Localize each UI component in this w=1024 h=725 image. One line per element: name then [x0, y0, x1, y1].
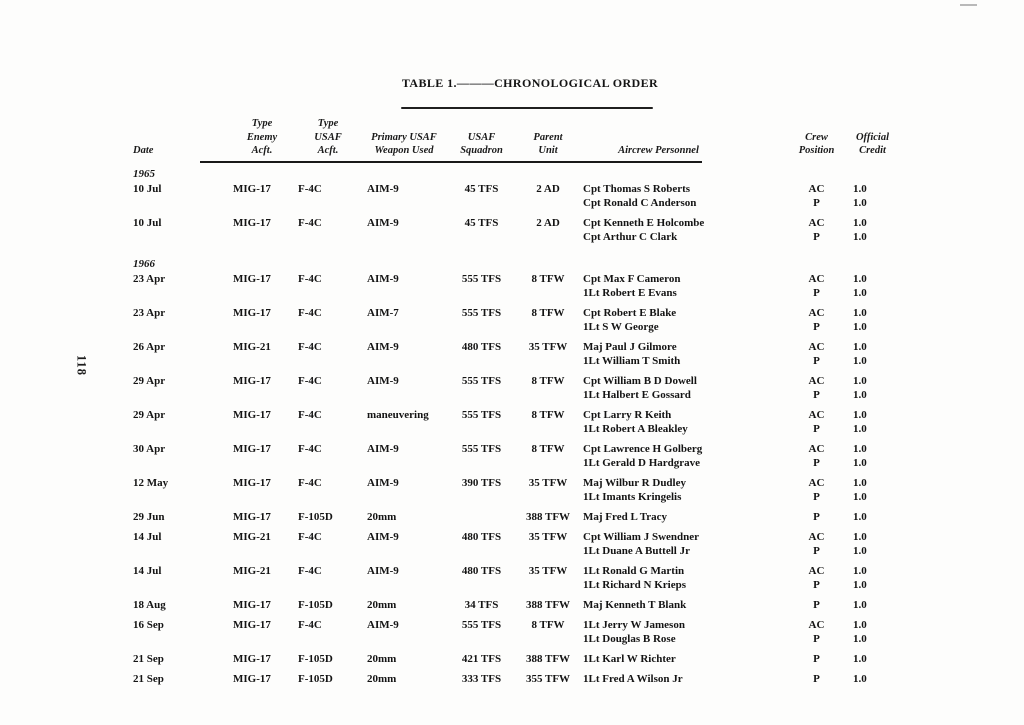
usaf-aircraft-cell: F-105D	[298, 598, 333, 611]
usaf-aircraft-cell: F-4C	[298, 408, 322, 421]
crew-name: 1Lt Gerald D Hardgrave	[583, 456, 701, 469]
squadron-cell: 34 TFS	[464, 598, 499, 611]
parent-unit-cell: 388 TFW	[525, 652, 571, 665]
table-row	[133, 374, 905, 402]
crew-position: P	[813, 456, 820, 469]
enemy-aircraft-cell: MIG-17	[233, 272, 271, 285]
date-cell: 30 Apr	[133, 442, 166, 455]
header-usaf-aircraft: Type USAF Acft.	[314, 118, 342, 156]
crew-credit: 1.0	[853, 306, 867, 319]
crew-name: 1Lt Robert A Bleakley	[583, 422, 688, 435]
enemy-aircraft-cell: MIG-17	[233, 408, 271, 421]
date-cell: 14 Jul	[133, 564, 162, 577]
date-cell: 23 Apr	[133, 272, 166, 285]
crew-name: Maj Wilbur R Dudley	[583, 476, 686, 489]
crew-credit: 1.0	[853, 652, 867, 665]
usaf-aircraft-cell: F-4C	[298, 272, 322, 285]
header-enemy-aircraft: Type Enemy Acft.	[246, 118, 278, 156]
crew-credit: 1.0	[853, 374, 867, 387]
crew-line	[581, 476, 900, 490]
crew-line	[581, 456, 900, 470]
enemy-aircraft-cell: MIG-17	[233, 476, 271, 489]
date-cell: 21 Sep	[133, 652, 164, 665]
date-cell: 29 Apr	[133, 374, 166, 387]
crew-cell	[581, 306, 900, 334]
weapon-cell: AIM-9	[367, 530, 399, 543]
table-title: TABLE 1.———CHRONOLOGICAL ORDER	[401, 76, 659, 90]
header-weapon: Primary USAF Weapon Used	[371, 131, 437, 156]
crew-name: Cpt Arthur C Clark	[583, 230, 678, 243]
crew-position: AC	[808, 374, 825, 387]
crew-credit: 1.0	[853, 354, 867, 367]
table-row	[133, 272, 905, 300]
crew-line	[581, 564, 900, 578]
crew-line	[581, 442, 900, 456]
header-parent-unit: Parent Unit	[533, 131, 563, 156]
crew-position: AC	[808, 216, 825, 229]
crew-line	[581, 510, 900, 524]
title-underline	[401, 107, 653, 109]
crew-position: P	[813, 286, 820, 299]
squadron-cell: 480 TFS	[461, 340, 502, 353]
usaf-aircraft-cell: F-4C	[298, 306, 322, 319]
enemy-aircraft-cell: MIG-17	[233, 216, 271, 229]
date-cell: 18 Aug	[133, 598, 166, 611]
crew-position: P	[813, 196, 820, 209]
squadron-cell: 555 TFS	[461, 408, 502, 421]
parent-unit-cell: 2 AD	[536, 216, 560, 229]
parent-unit-cell: 388 TFW	[525, 510, 571, 523]
enemy-aircraft-cell: MIG-21	[233, 340, 271, 353]
crew-position: AC	[808, 306, 825, 319]
parent-unit-cell: 388 TFW	[525, 598, 571, 611]
crew-credit: 1.0	[853, 182, 867, 195]
crew-credit: 1.0	[853, 456, 867, 469]
date-cell: 10 Jul	[133, 216, 162, 229]
table-row	[133, 510, 905, 524]
table-row	[133, 340, 905, 368]
crew-cell	[581, 598, 900, 612]
weapon-cell: 20mm	[367, 652, 397, 665]
crew-line	[581, 490, 900, 504]
crew-name: 1Lt William T Smith	[583, 354, 681, 367]
date-cell: 29 Apr	[133, 408, 166, 421]
crew-line	[581, 230, 900, 244]
weapon-cell: AIM-9	[367, 374, 399, 387]
table-body	[133, 167, 905, 686]
enemy-aircraft-cell: MIG-17	[233, 374, 271, 387]
weapon-cell: AIM-9	[367, 476, 399, 489]
squadron-cell: 45 TFS	[464, 216, 499, 229]
table-row	[133, 216, 905, 244]
weapon-cell: AIM-9	[367, 182, 399, 195]
table-row	[133, 564, 905, 592]
header-squadron: USAF Squadron	[460, 131, 503, 156]
date-cell: 16 Sep	[133, 618, 164, 631]
crew-credit: 1.0	[853, 632, 867, 645]
crew-name: Cpt Lawrence H Golberg	[583, 442, 703, 455]
table-row	[133, 598, 905, 612]
weapon-cell: AIM-7	[367, 306, 399, 319]
year-label: 1966	[133, 257, 155, 270]
crew-credit: 1.0	[853, 286, 867, 299]
enemy-aircraft-cell: MIG-21	[233, 564, 271, 577]
crew-cell	[581, 182, 900, 210]
crew-credit: 1.0	[853, 196, 867, 209]
crew-position: P	[813, 578, 820, 591]
crew-name: 1Lt S W George	[583, 320, 659, 333]
crew-credit: 1.0	[853, 422, 867, 435]
weapon-cell: AIM-9	[367, 216, 399, 229]
date-cell: 26 Apr	[133, 340, 166, 353]
date-cell: 29 Jun	[133, 510, 165, 523]
parent-unit-cell: 35 TFW	[528, 476, 568, 489]
crew-credit: 1.0	[853, 490, 867, 503]
crew-position: P	[813, 320, 820, 333]
crew-line	[581, 618, 900, 632]
enemy-aircraft-cell: MIG-21	[233, 530, 271, 543]
crew-name: Cpt William J Swendner	[583, 530, 700, 543]
crew-name: Cpt William B D Dowell	[583, 374, 697, 387]
crew-credit: 1.0	[853, 216, 867, 229]
crew-cell	[581, 618, 900, 646]
crew-line	[581, 306, 900, 320]
crew-position: P	[813, 632, 820, 645]
crew-credit: 1.0	[853, 442, 867, 455]
header-official-credit: Official Credit	[855, 131, 890, 156]
date-cell: 23 Apr	[133, 306, 166, 319]
crew-position: AC	[808, 272, 825, 285]
crew-cell	[581, 408, 900, 436]
crew-name: Cpt Larry R Keith	[583, 408, 672, 421]
usaf-aircraft-cell: F-4C	[298, 442, 322, 455]
squadron-cell: 555 TFS	[461, 374, 502, 387]
crew-cell	[581, 564, 900, 592]
header-date: Date	[133, 145, 154, 156]
crew-position: P	[813, 544, 820, 557]
header-crew-position: Crew Position	[798, 131, 835, 156]
crew-name: 1Lt Fred A Wilson Jr	[583, 672, 683, 685]
crew-name: Maj Fred L Tracy	[583, 510, 668, 523]
table-row	[133, 672, 905, 686]
year-label: 1965	[133, 167, 155, 180]
enemy-aircraft-cell: MIG-17	[233, 510, 271, 523]
date-cell: 14 Jul	[133, 530, 162, 543]
crew-line	[581, 422, 900, 436]
squadron-cell: 421 TFS	[461, 652, 502, 665]
crew-name: Maj Paul J Gilmore	[583, 340, 677, 353]
crew-line	[581, 544, 900, 558]
parent-unit-cell: 8 TFW	[531, 408, 565, 421]
crew-line	[581, 672, 900, 686]
crew-position: AC	[808, 340, 825, 353]
crew-line	[581, 408, 900, 422]
crew-cell	[581, 374, 900, 402]
crew-name: 1Lt Halbert E Gossard	[583, 388, 691, 401]
crew-position: P	[813, 230, 820, 243]
parent-unit-cell: 8 TFW	[531, 618, 565, 631]
enemy-aircraft-cell: MIG-17	[233, 442, 271, 455]
crew-line	[581, 354, 900, 368]
crew-credit: 1.0	[853, 230, 867, 243]
crew-position: P	[813, 490, 820, 503]
crew-credit: 1.0	[853, 510, 867, 523]
crew-line	[581, 196, 900, 210]
crew-position: P	[813, 672, 820, 685]
crew-cell	[581, 652, 900, 666]
crew-position: AC	[808, 564, 825, 577]
page-number: 118	[74, 354, 89, 377]
crew-cell	[581, 530, 900, 558]
crew-credit: 1.0	[853, 564, 867, 577]
table-row	[133, 182, 905, 210]
table-row	[133, 476, 905, 504]
crew-line	[581, 530, 900, 544]
crew-name: Maj Kenneth T Blank	[583, 598, 687, 611]
crew-credit: 1.0	[853, 672, 867, 685]
table-row	[133, 652, 905, 666]
crew-line	[581, 598, 900, 612]
crew-credit: 1.0	[853, 544, 867, 557]
date-cell: 21 Sep	[133, 672, 164, 685]
crew-line	[581, 320, 900, 334]
crew-name: Cpt Max F Cameron	[583, 272, 681, 285]
usaf-aircraft-cell: F-4C	[298, 340, 322, 353]
crew-line	[581, 340, 900, 354]
crew-position: AC	[808, 618, 825, 631]
crew-name: 1Lt Robert E Evans	[583, 286, 677, 299]
crew-name: 1Lt Richard N Krieps	[583, 578, 686, 591]
header-underline	[200, 161, 702, 163]
document-page	[133, 74, 905, 692]
squadron-cell: 555 TFS	[461, 442, 502, 455]
squadron-cell: 333 TFS	[461, 672, 502, 685]
crew-position: AC	[808, 442, 825, 455]
parent-unit-cell: 35 TFW	[528, 564, 568, 577]
crew-cell	[581, 442, 900, 470]
usaf-aircraft-cell: F-105D	[298, 652, 333, 665]
usaf-aircraft-cell: F-4C	[298, 618, 322, 631]
crew-position: P	[813, 510, 820, 523]
date-cell: 12 May	[133, 476, 169, 489]
crew-name: 1Lt Jerry W Jameson	[583, 618, 685, 631]
crew-cell	[581, 216, 900, 244]
crew-name: Cpt Robert E Blake	[583, 306, 677, 319]
crew-line	[581, 652, 900, 666]
usaf-aircraft-cell: F-4C	[298, 374, 322, 387]
enemy-aircraft-cell: MIG-17	[233, 182, 271, 195]
crew-position: AC	[808, 476, 825, 489]
table-row	[133, 442, 905, 470]
crew-position: P	[813, 388, 820, 401]
squadron-cell: 555 TFS	[461, 618, 502, 631]
parent-unit-cell: 355 TFW	[525, 672, 571, 685]
crew-name: 1Lt Ronald G Martin	[583, 564, 685, 577]
crew-line	[581, 374, 900, 388]
year-section	[133, 257, 905, 686]
table-header-row	[133, 117, 905, 158]
crew-position: P	[813, 652, 820, 665]
year-section	[133, 167, 905, 244]
crew-position: AC	[808, 182, 825, 195]
parent-unit-cell: 8 TFW	[531, 374, 565, 387]
crew-credit: 1.0	[853, 320, 867, 333]
weapon-cell: AIM-9	[367, 564, 399, 577]
header-aircrew: Aircrew Personnel	[618, 145, 699, 156]
parent-unit-cell: 8 TFW	[531, 306, 565, 319]
crew-cell	[581, 476, 900, 504]
crew-line	[581, 286, 900, 300]
crew-name: Cpt Kenneth E Holcombe	[583, 216, 705, 229]
table-row	[133, 408, 905, 436]
usaf-aircraft-cell: F-105D	[298, 510, 333, 523]
parent-unit-cell: 2 AD	[536, 182, 560, 195]
weapon-cell: 20mm	[367, 598, 397, 611]
squadron-cell: 45 TFS	[464, 182, 499, 195]
table-row	[133, 306, 905, 334]
weapon-cell: AIM-9	[367, 340, 399, 353]
crew-credit: 1.0	[853, 578, 867, 591]
enemy-aircraft-cell: MIG-17	[233, 598, 271, 611]
weapon-cell: 20mm	[367, 672, 397, 685]
crew-credit: 1.0	[853, 388, 867, 401]
usaf-aircraft-cell: F-4C	[298, 476, 322, 489]
parent-unit-cell: 8 TFW	[531, 442, 565, 455]
squadron-cell	[448, 510, 515, 524]
crew-name: 1Lt Karl W Richter	[583, 652, 676, 665]
enemy-aircraft-cell: MIG-17	[233, 672, 271, 685]
parent-unit-cell: 35 TFW	[528, 340, 568, 353]
crew-credit: 1.0	[853, 272, 867, 285]
crew-line	[581, 632, 900, 646]
crew-name: 1Lt Imants Kringelis	[583, 490, 682, 503]
enemy-aircraft-cell: MIG-17	[233, 306, 271, 319]
enemy-aircraft-cell: MIG-17	[233, 618, 271, 631]
squadron-cell: 480 TFS	[461, 564, 502, 577]
weapon-cell: maneuvering	[367, 408, 429, 421]
crew-name: 1Lt Douglas B Rose	[583, 632, 676, 645]
enemy-aircraft-cell: MIG-17	[233, 652, 271, 665]
squadron-cell: 555 TFS	[461, 306, 502, 319]
weapon-cell: AIM-9	[367, 442, 399, 455]
usaf-aircraft-cell: F-105D	[298, 672, 333, 685]
squadron-cell: 555 TFS	[461, 272, 502, 285]
crew-line	[581, 216, 900, 230]
table-row	[133, 618, 905, 646]
date-cell: 10 Jul	[133, 182, 162, 195]
crew-credit: 1.0	[853, 530, 867, 543]
crew-position: AC	[808, 530, 825, 543]
usaf-aircraft-cell: F-4C	[298, 182, 322, 195]
crew-name: Cpt Ronald C Anderson	[583, 196, 697, 209]
crew-line	[581, 388, 900, 402]
weapon-cell: AIM-9	[367, 272, 399, 285]
squadron-cell: 390 TFS	[461, 476, 502, 489]
parent-unit-cell: 8 TFW	[531, 272, 565, 285]
crew-line	[581, 272, 900, 286]
weapon-cell: 20mm	[367, 510, 397, 523]
crew-position: P	[813, 354, 820, 367]
table-row	[133, 530, 905, 558]
crew-line	[581, 182, 900, 196]
crew-position: P	[813, 422, 820, 435]
usaf-aircraft-cell: F-4C	[298, 564, 322, 577]
crew-cell	[581, 340, 900, 368]
squadron-cell: 480 TFS	[461, 530, 502, 543]
crew-position: AC	[808, 408, 825, 421]
crew-name: 1Lt Duane A Buttell Jr	[583, 544, 690, 557]
crew-line	[581, 578, 900, 592]
crew-cell	[581, 510, 900, 524]
crew-name: Cpt Thomas S Roberts	[583, 182, 691, 195]
scan-corner-mark	[960, 4, 977, 6]
crew-credit: 1.0	[853, 476, 867, 489]
crew-position: P	[813, 598, 820, 611]
crew-credit: 1.0	[853, 598, 867, 611]
crew-cell	[581, 272, 900, 300]
crew-credit: 1.0	[853, 408, 867, 421]
crew-cell	[581, 672, 900, 686]
usaf-aircraft-cell: F-4C	[298, 216, 322, 229]
crew-credit: 1.0	[853, 618, 867, 631]
parent-unit-cell: 35 TFW	[528, 530, 568, 543]
usaf-aircraft-cell: F-4C	[298, 530, 322, 543]
weapon-cell: AIM-9	[367, 618, 399, 631]
crew-credit: 1.0	[853, 340, 867, 353]
